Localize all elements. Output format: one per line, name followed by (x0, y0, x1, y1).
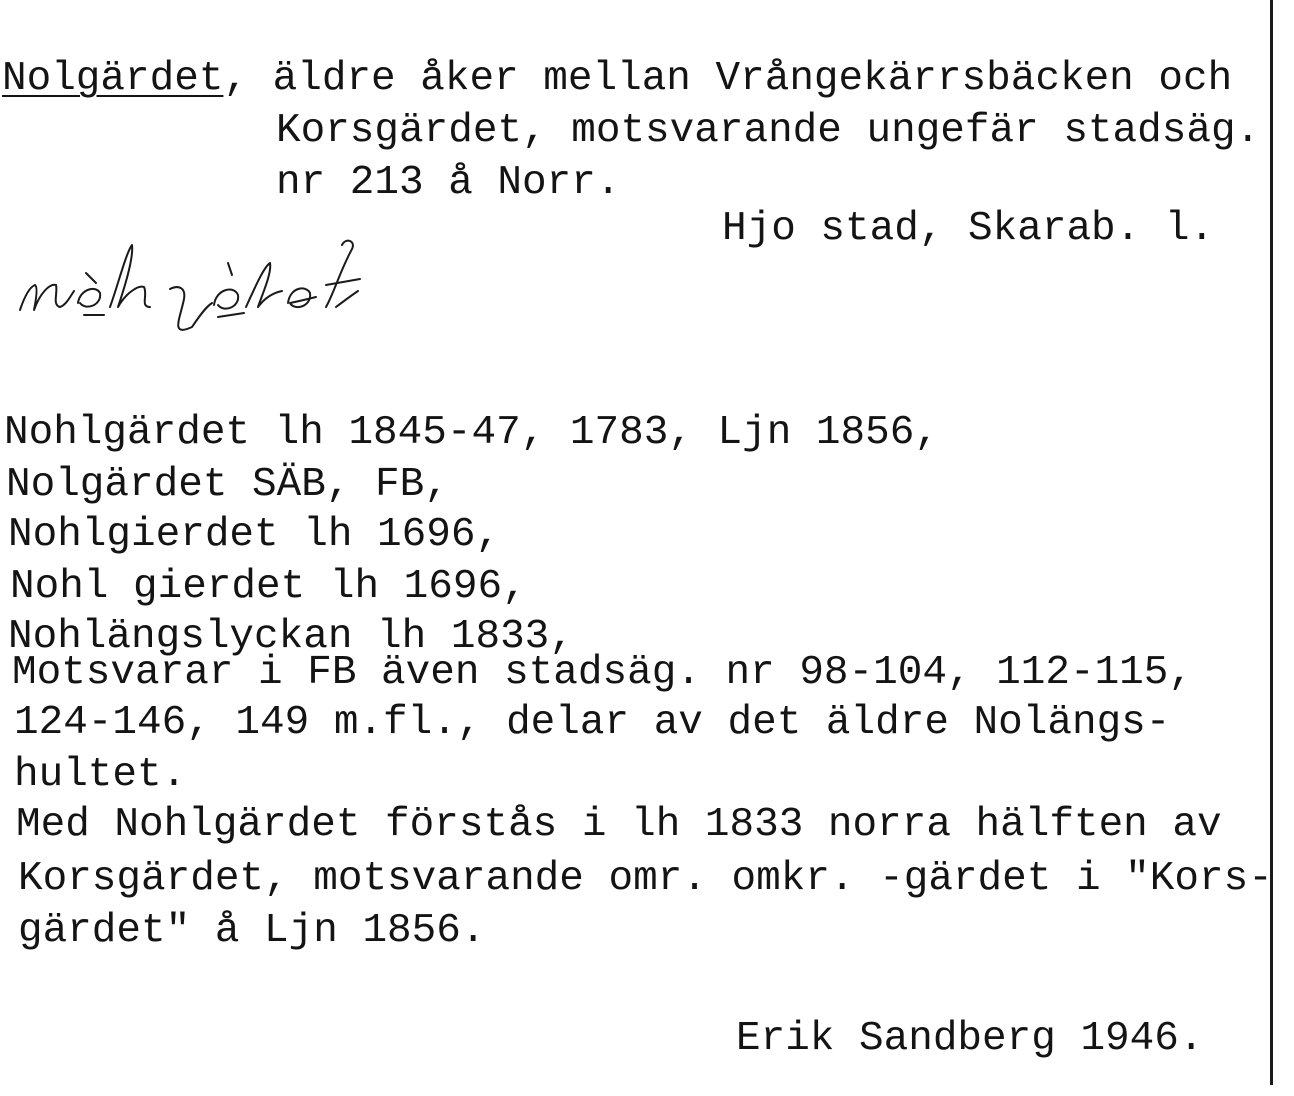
attestation-line: Nohl gierdet lh 1696, (10, 564, 527, 610)
header-definition-start: , äldre åker mellan Vrångekärrsbäcken och (223, 56, 1233, 102)
card-edge-line (1270, 0, 1273, 1085)
note-line: Motsvarar i FB även stadsäg. nr 98-104, 112-115, (12, 650, 1193, 696)
attestation-line: Nohlgärdet lh 1845-47, 1783, Ljn 1856, (4, 410, 939, 456)
header-line-2: Korsgärdet, motsvarande ungefär stadsäg. (276, 108, 1261, 154)
signature: Erik Sandberg 1946. (736, 1016, 1204, 1062)
header-line-3: nr 213 å Norr. (276, 160, 621, 206)
note-line: gärdet" å Ljn 1856. (18, 908, 486, 954)
handwriting-strokes (0, 215, 480, 345)
headword: Nolgärdet (2, 56, 224, 102)
attestation-line: Nohlgierdet lh 1696, (8, 512, 501, 558)
note-line: hultet. (14, 752, 187, 798)
header-line-1 (2, 54, 1232, 104)
note-line: Med Nohlgärdet förstås i lh 1833 norra hälften av (16, 802, 1222, 848)
attestation-line: Nolgärdet SÄB, FB, (6, 462, 449, 508)
location: Hjo stad, Skarab. l. (722, 206, 1215, 252)
handwritten-pronunciation (0, 215, 480, 345)
note-line: 124-146, 149 m.fl., delar av det äldre Nolängs- (14, 700, 1171, 746)
note-line: Korsgärdet, motsvarande omr. omkr. -gärdet i "Kors- (18, 856, 1273, 902)
attestation-line: Nohlängslyckan lh 1833, (8, 614, 574, 660)
